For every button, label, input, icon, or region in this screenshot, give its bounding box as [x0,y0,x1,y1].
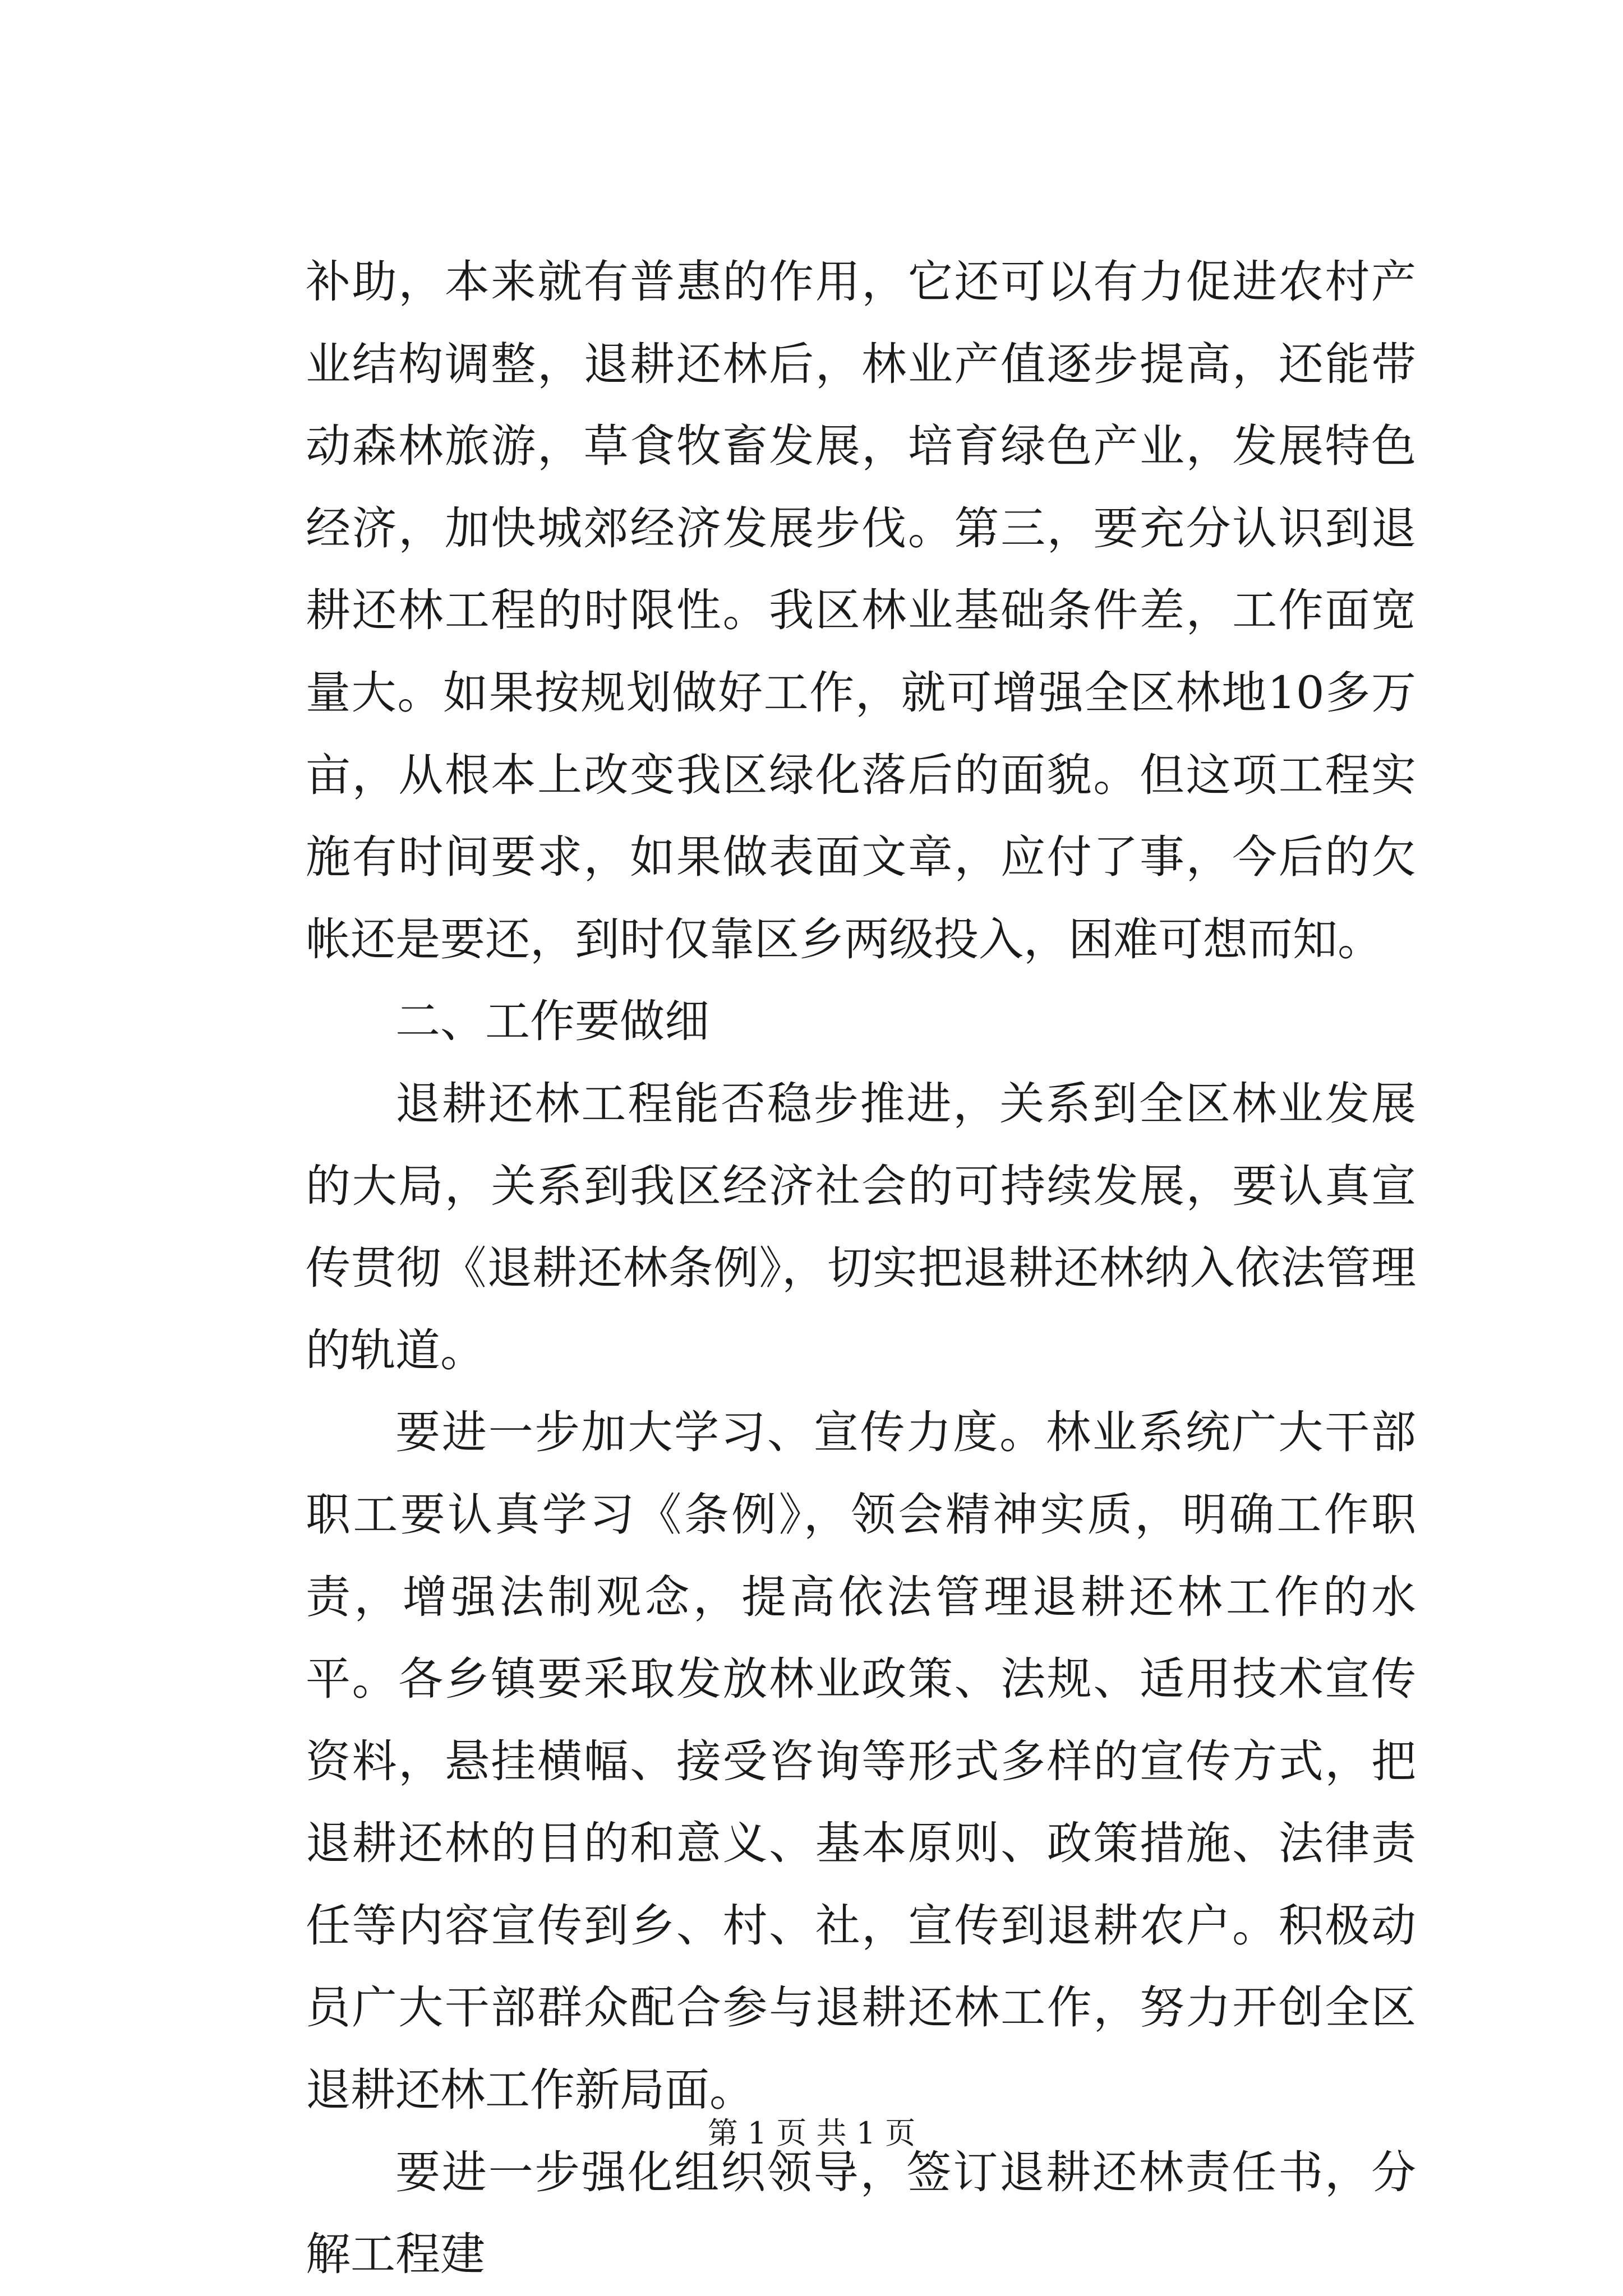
paragraph: 要进一步强化组织领导，签订退耕还林责任书，分解工程建 [306,2146,1416,2281]
paragraph: 退耕还林工程能否稳步推进，关系到全区林业发展的大局，关系到我区经济社会的可持续发展，要认真宣传贯彻《退耕还林条例》，切实把退耕还林纳入依法管理的轨道。 [306,1077,1416,1376]
page-footer: 第 1 页 共 1 页 [707,2115,916,2151]
section-heading: 二、工作要做细 [395,995,709,1048]
paragraph-continuation: 补助，本来就有普惠的作用，它还可以有力促进农村产业结构调整，退耕还林后，林业产值逐步提高，还能带动森林旅游，草食牧畜发展，培育绿色产业，发展特色经济，加快城郊经济发展步伐。第三，要充分认识到退耕还林工程的时限性。我区林业基础条件差，工作面宽量大。如果按规划做好工作，就可增强全区林地10多万亩，从根本上改变我区绿化落后的面貌。但这项工程实施有时间要求，如果做表面文章，应付了事，今后的欠帐还是要还，到时仅靠区乡两级投入，困难可想而知。 [306,256,1416,965]
document-body [306,241,1416,2296]
paragraph: 要进一步加大学习、宣传力度。林业系统广大干部职工要认真学习《条例》，领会精神实质，明确工作职责，增强法制观念，提高依法管理退耕还林工作的水平。各乡镇要采取发放林业政策、法规、适用技术宣传资料，悬挂横幅、接受咨询等形式多样的宣传方式，把退耕还林的目的和意义、基本原则、政策措施、法律责任等内容宣传到乡、村、社，宣传到退耕农户。积极动员广大干部群众配合参与退耕还林工作，努力开创全区退耕还林工作新局面。 [306,1406,1416,2117]
